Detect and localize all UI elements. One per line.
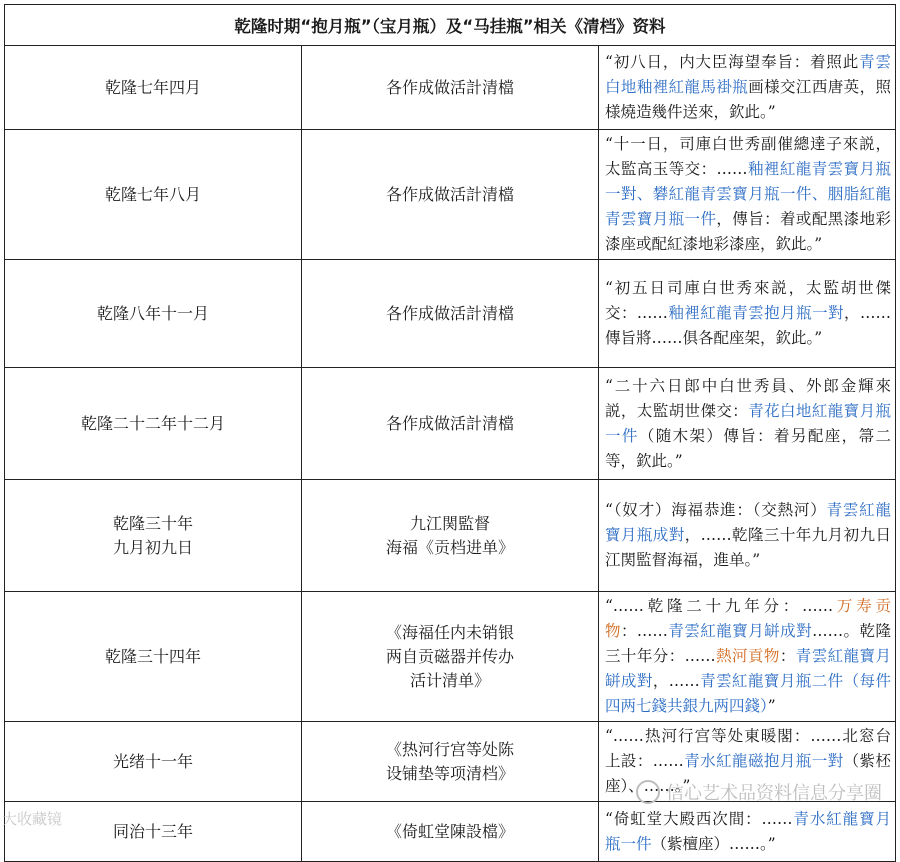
highlight-text: 青花白地紅龍寶月瓶一件 [605, 401, 891, 445]
quote-text: “初五日司庫白世秀來説，太監胡世傑交：…… [605, 279, 891, 322]
highlight-text: 熱河貢物 [715, 647, 780, 665]
table-row [5, 130, 896, 260]
table-title: 乾隆时期“抱月瓶”（宝月瓶）及“马挂瓶”相关《清档》资料 [5, 5, 896, 46]
quote-text: （紫柸座）、……。” [605, 752, 891, 795]
quote-text: （紫檀座）……。” [651, 834, 776, 853]
quote-text: “倚虹堂大殿西次間：…… [605, 809, 793, 828]
highlight-text: 青水紅龍寶月瓶一件 [605, 809, 891, 853]
source-line: 海福《贡档进单》 [385, 537, 514, 557]
watermark-left [2, 808, 62, 829]
date-cell: 乾隆七年八月 [5, 130, 302, 260]
source-cell [302, 592, 599, 722]
quote-text: （随木架）傳旨：着另配座，箒二等，欽此。” [605, 426, 891, 470]
wechat-icon [636, 780, 660, 804]
source-line: 两自贡磁器并传办 [385, 646, 514, 666]
date-cell: 乾隆七年四月 [5, 46, 302, 130]
source-cell [302, 480, 599, 592]
source-cell: 各作成做活計清檔 [302, 260, 599, 368]
highlight-text: 釉裡紅龍青雲寶月瓶一對、礬紅龍青雲寶月瓶一件、胭脂紅龍青雲寶月瓶一件 [605, 160, 891, 228]
quote-cell [599, 592, 896, 722]
quote-cell [599, 480, 896, 592]
quote-text: “（奴才）海福恭進：（交熱河） [605, 501, 827, 519]
table-row [5, 802, 896, 862]
highlight-text: 青雲紅龍寶月瓶成對 [605, 501, 891, 544]
table-row [5, 260, 896, 368]
quote-text: ，……傳旨將……俱各配座架，欽此。” [605, 304, 891, 347]
highlight-text: 青水紅龍磁抱月瓶一對 [683, 752, 844, 770]
table-row [5, 46, 896, 130]
date-cell: 光绪十一年 [5, 722, 302, 802]
quote-text: ，…… [652, 672, 700, 690]
highlight-text: 釉裡紅龍青雲抱月瓶一對 [667, 304, 845, 322]
date-cell: 乾隆八年十一月 [5, 260, 302, 368]
source-line: 活计清单》 [409, 670, 490, 690]
quote-text: ” [767, 697, 776, 715]
quote-text: ：…… [620, 622, 668, 640]
highlight-text: 青雲紅龍寶月缾成對 [667, 622, 813, 640]
table-row [5, 368, 896, 480]
quote-text: ： [779, 647, 796, 665]
watermark-right [636, 779, 882, 805]
archive-table [4, 4, 896, 862]
date-cell: 乾隆三十四年 [5, 592, 302, 722]
quote-text: “初八日，内大臣海望奉旨：着照此 [605, 53, 860, 71]
date-line: 乾隆三十年 [112, 513, 193, 533]
highlight-text: 万寿贡物 [605, 597, 891, 640]
source-cell: 各作成做活計清檔 [302, 46, 599, 130]
quote-text: “十一日，司庫白世秀副催總達子來説，太監高玉等交：…… [605, 135, 891, 178]
quote-text: ……。乾隆三十年分：…… [605, 622, 891, 665]
quote-cell [599, 368, 896, 480]
source-cell: 各作成做活計清檔 [302, 368, 599, 480]
date-cell [5, 480, 302, 592]
table-row [5, 592, 896, 722]
quote-text: ，……乾隆三十年九月初九日江関監督海福，進单。” [605, 526, 891, 569]
source-cell: 各作成做活計清檔 [302, 130, 599, 260]
quote-cell [599, 46, 896, 130]
quote-cell [599, 130, 896, 260]
source-line: 《热河行宫等处陈 [385, 739, 514, 759]
quote-cell [599, 260, 896, 368]
watermark-right-text: 信心艺术品资料信息分享圈 [666, 783, 882, 804]
highlight-text: 青雲白地釉裡紅龍馬褂瓶 [605, 53, 891, 96]
highlight-text: 青雲紅龍寶月缾成對 [605, 647, 891, 690]
date-line: 九月初九日 [112, 537, 193, 557]
quote-text: “二十六日郎中白世秀員、外郎金輝來説，太監胡世傑交： [605, 376, 891, 420]
archive-table-sheet [4, 4, 896, 853]
source-line: 《海福任内未销银 [385, 622, 514, 642]
source-cell: 《倚虹堂陳設檔》 [302, 802, 599, 862]
table-row [5, 480, 896, 592]
quote-text: ，傳旨：着或配黑漆地彩漆座或配紅漆地彩漆座，欽此。” [605, 210, 891, 253]
quote-text: “……热河行宫等处東暖閣：……北窓台上設：…… [605, 727, 891, 770]
table-body [5, 46, 896, 862]
source-line: 设铺垫等项清档》 [385, 763, 514, 783]
date-cell: 乾隆二十二年十二月 [5, 368, 302, 480]
quote-text: “……乾隆二十九年分：…… [605, 597, 834, 615]
source-cell [302, 722, 599, 802]
watermark-left-text: 大收藏镜 [2, 810, 63, 828]
date-cell: 同治十三年 [5, 802, 302, 862]
source-line: 九江関監督 [409, 513, 490, 533]
highlight-text: 青雲紅龍寶月瓶二件（每件四两七錢共銀九两四錢） [605, 672, 891, 715]
quote-text: 画様交江西唐英，照様燒造幾件送來，欽此。” [605, 78, 891, 121]
quote-cell [599, 802, 896, 862]
